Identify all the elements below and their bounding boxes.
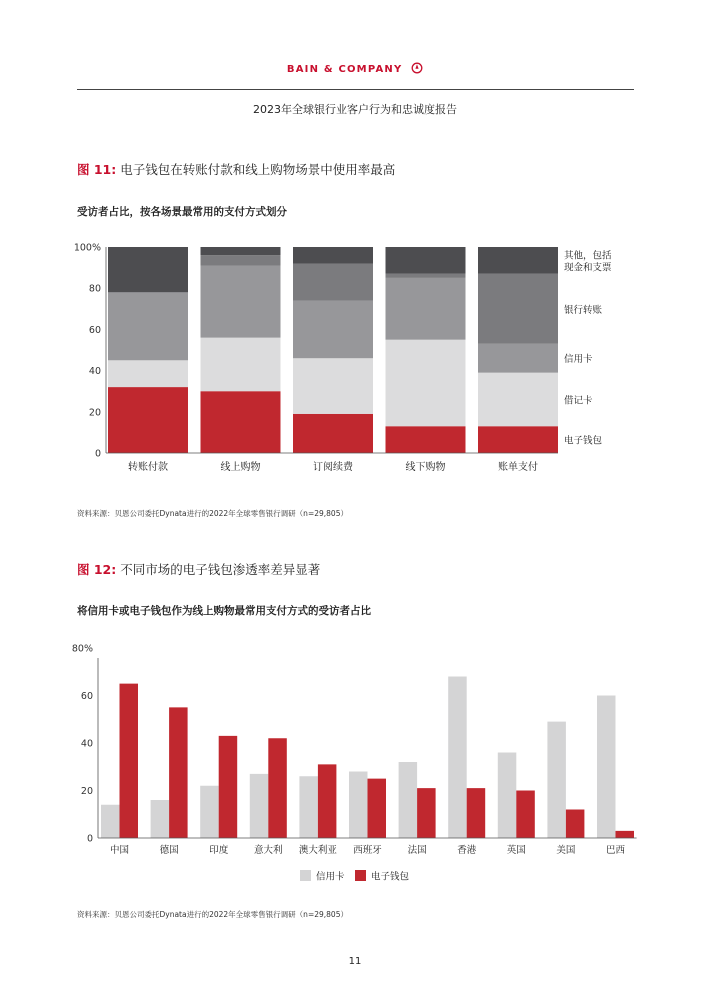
bar — [349, 772, 368, 839]
bar — [101, 805, 120, 838]
figure-12-label: 图 12: — [77, 562, 117, 577]
bar-segment — [201, 338, 281, 392]
bar — [448, 677, 467, 839]
bar — [498, 753, 517, 839]
bar-segment — [386, 278, 466, 340]
legend-label: 现金和支票 — [564, 262, 612, 274]
x-category-label: 法国 — [407, 845, 427, 856]
x-category-label: 巴西 — [605, 845, 626, 856]
bar — [597, 696, 616, 839]
y-tick-label: 20 — [88, 407, 101, 419]
bar — [547, 722, 566, 838]
bar-segment — [293, 358, 373, 414]
bar — [219, 736, 238, 838]
figure-11-source: 资料来源：贝恩公司委托Dynata进行的2022年全球零售银行调研（n=29,805） — [77, 509, 348, 518]
figure-11-subtitle: 受访者占比，按各场景最常用的支付方式划分 — [77, 206, 287, 218]
bar-segment — [293, 247, 373, 263]
y-tick-label: 100% — [73, 242, 101, 254]
legend-label: 借记卡 — [564, 395, 593, 407]
legend-label: 银行转账 — [564, 304, 603, 316]
x-category-label: 英国 — [506, 845, 526, 856]
bar-segment — [201, 247, 281, 255]
bar-segment — [478, 426, 558, 453]
bar — [368, 779, 387, 838]
bar-segment — [201, 266, 281, 338]
bar-segment — [386, 247, 466, 274]
x-category-label: 中国 — [109, 845, 130, 856]
bar-segment — [108, 387, 188, 453]
bar-segment — [201, 391, 281, 453]
y-tick-label: 80% — [71, 643, 93, 655]
bar — [467, 788, 486, 838]
x-category-label: 香港 — [457, 845, 477, 856]
bar — [299, 776, 318, 838]
y-tick-label: 0 — [94, 448, 101, 460]
header-divider — [77, 89, 634, 90]
bar — [516, 791, 535, 839]
figure-12-source: 资料来源：贝恩公司委托Dynata进行的2022年全球零售银行调研（n=29,805） — [77, 910, 348, 919]
bar-segment — [478, 274, 558, 344]
bar-segment — [386, 340, 466, 427]
y-tick-label: 60 — [88, 324, 101, 336]
x-category-label: 德国 — [159, 845, 179, 856]
figure-11-title-text: 电子钱包在转账付款和线上购物场景中使用率最高 — [120, 162, 396, 177]
x-category-label: 澳大利亚 — [298, 845, 337, 856]
legend-label: 信用卡 — [564, 354, 593, 366]
x-category-label: 西班牙 — [353, 845, 382, 856]
figure-11-label: 图 11: — [77, 162, 117, 177]
bar-segment — [108, 247, 188, 292]
x-category-label: 意大利 — [254, 845, 283, 856]
y-tick-label: 0 — [86, 833, 93, 845]
bar-segment — [293, 414, 373, 453]
bar — [120, 684, 139, 838]
bar — [399, 762, 418, 838]
bar — [616, 831, 635, 838]
bar — [169, 707, 188, 838]
bar-segment — [386, 274, 466, 278]
figure-12-title — [77, 560, 320, 578]
brand-header — [0, 62, 710, 75]
bar-segment — [478, 247, 558, 274]
bar — [250, 774, 268, 838]
x-category-label: 线下购物 — [405, 462, 446, 473]
y-tick-label: 80 — [88, 283, 101, 295]
figure-12-grouped-bar-chart — [0, 635, 710, 890]
x-category-label: 转账付款 — [128, 462, 168, 473]
bar — [151, 800, 170, 838]
figure-12-title-text: 不同市场的电子钱包渗透率差异显著 — [120, 562, 321, 577]
y-tick-label: 40 — [88, 366, 101, 378]
bar-segment — [478, 344, 558, 373]
bar — [417, 788, 436, 838]
legend-label: 电子钱包 — [564, 435, 603, 447]
x-category-label: 账单支付 — [498, 462, 538, 473]
legend-swatch — [355, 870, 366, 881]
bar — [566, 810, 585, 839]
bar-segment — [478, 373, 558, 427]
y-tick-label: 20 — [80, 786, 93, 797]
bar-segment — [293, 263, 373, 300]
figure-12-subtitle: 将信用卡或电子钱包作为线上购物最常用支付方式的受访者占比 — [77, 605, 371, 617]
bar — [268, 738, 287, 838]
x-category-label: 印度 — [209, 845, 229, 856]
legend-label: 其他，包括 — [564, 250, 612, 262]
legend-label: 电子钱包 — [371, 871, 410, 883]
page-number: 11 — [348, 956, 362, 967]
brand-name: BAIN & COMPANY — [286, 64, 403, 75]
x-category-label: 美国 — [556, 845, 576, 856]
y-tick-label: 40 — [80, 738, 93, 750]
bar-segment — [386, 426, 466, 453]
bar-segment — [293, 301, 373, 359]
bar — [318, 764, 337, 838]
x-category-label: 线上购物 — [220, 462, 261, 473]
bar — [200, 786, 219, 838]
bain-logo-icon — [411, 62, 423, 74]
bar-segment — [108, 360, 188, 387]
report-title: 2023年全球银行业客户行为和忠诚度报告 — [253, 103, 457, 116]
figure-11-title — [77, 160, 395, 178]
bar-segment — [201, 255, 281, 265]
figure-11-stacked-bar-chart — [0, 235, 710, 480]
x-category-label: 订阅续费 — [313, 462, 353, 473]
legend-label: 信用卡 — [316, 871, 345, 883]
legend-swatch — [300, 870, 311, 881]
y-tick-label: 60 — [80, 691, 93, 702]
bar-segment — [108, 292, 188, 360]
